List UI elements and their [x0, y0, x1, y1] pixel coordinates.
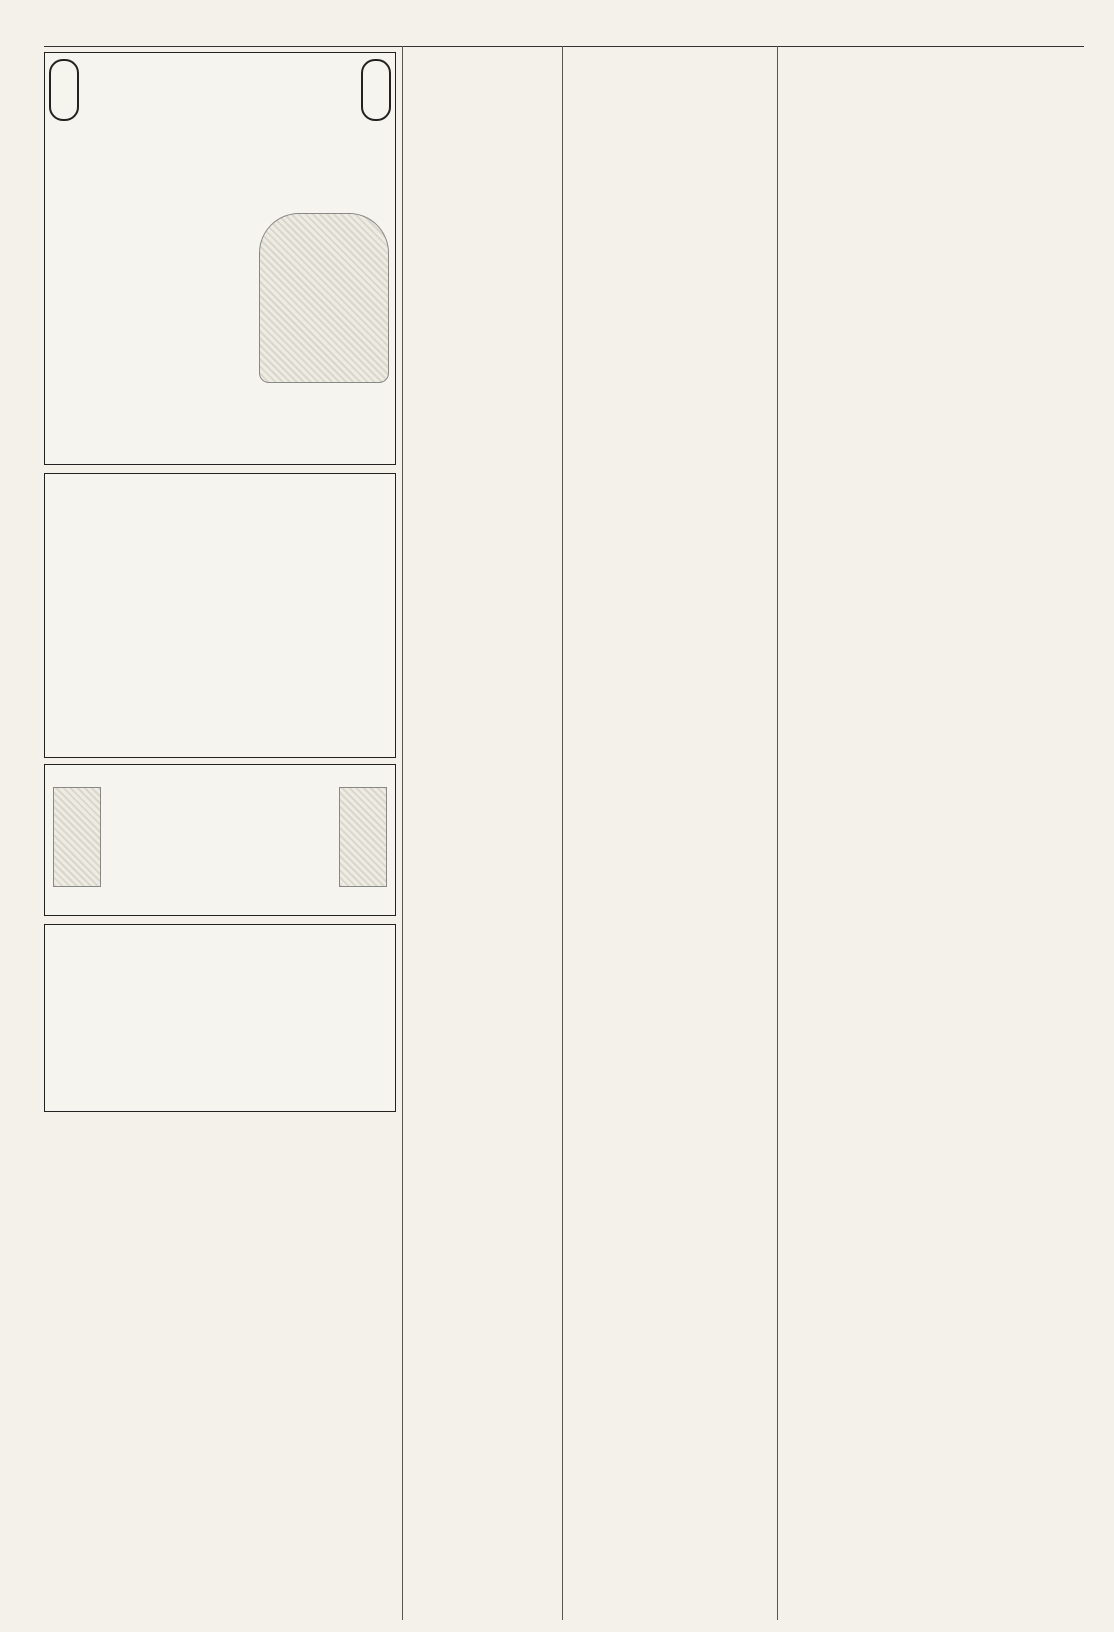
dic-logo: [49, 59, 79, 121]
lady-in-hat-illustration: [259, 213, 389, 383]
separator-machine-image: [53, 787, 101, 887]
winder-reductions-ad: [44, 924, 396, 1112]
column-rule: [777, 46, 778, 1620]
talking-sign-content: [282, 616, 398, 916]
column-rule: [402, 46, 403, 1620]
wanganui-article: [408, 52, 558, 802]
dic-logo-right: [361, 59, 391, 121]
column-rule: [562, 46, 563, 1620]
dic-items: [59, 399, 229, 401]
dic-millinery-ad: [44, 52, 396, 465]
masthead-rule: [44, 46, 1084, 47]
masthead: [0, 20, 1114, 44]
